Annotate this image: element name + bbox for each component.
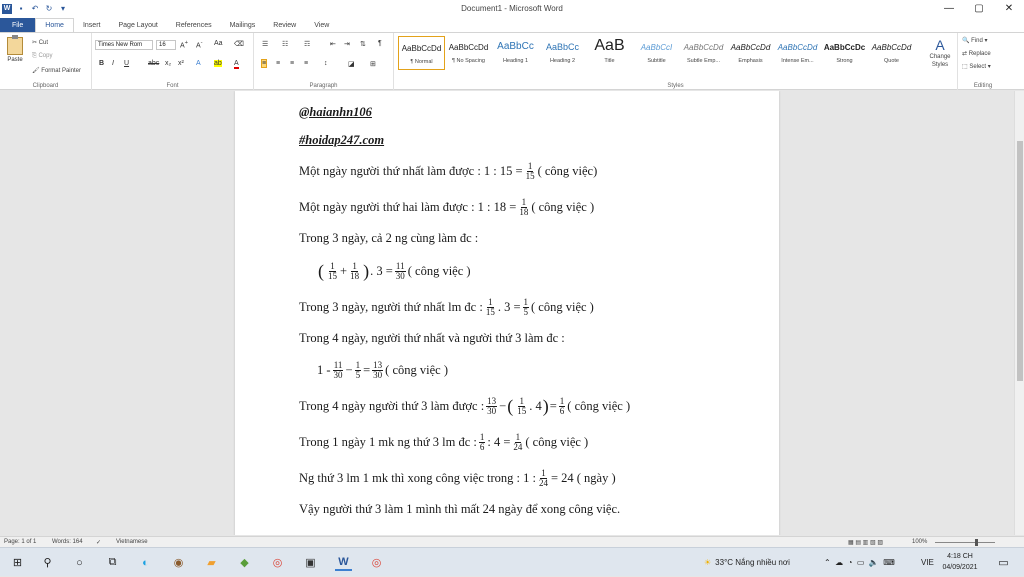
justify-icon[interactable]: ≡ — [304, 60, 309, 67]
fraction — [538, 469, 549, 488]
style-strong[interactable] — [821, 36, 868, 70]
paste-button[interactable] — [6, 37, 24, 65]
weather-text: 33°C Nắng nhiều nơi — [715, 558, 790, 567]
copy-button[interactable]: ⎘ Copy — [32, 53, 53, 59]
fraction — [395, 262, 406, 281]
numerator: 1 — [521, 196, 527, 207]
tab-page-layout[interactable]: Page Layout — [118, 21, 158, 29]
denominator: 18 — [350, 270, 360, 281]
numerator: 11 — [395, 260, 405, 271]
messenger-icon[interactable]: ▣ — [305, 557, 316, 569]
fraction — [516, 397, 527, 416]
font-size-box[interactable]: 16 — [156, 40, 176, 50]
hashtag-text: #hoidap247.com — [299, 132, 385, 147]
tab-insert[interactable]: Insert — [82, 21, 101, 29]
text-effects-icon[interactable]: A — [196, 60, 201, 67]
numerator: 1 — [523, 296, 529, 307]
strikethrough-icon[interactable]: abc — [148, 60, 160, 67]
paragraph-line-3: Trong 3 ngày, cả 2 ng cùng làm đc : — [299, 230, 479, 245]
proofing-icon[interactable]: ✓ — [96, 540, 102, 546]
style-sample: AaBbCcDc — [823, 43, 866, 52]
style-heading-1[interactable] — [492, 36, 539, 70]
close-paren: ) — [542, 396, 549, 416]
replace-label: Replace — [968, 51, 991, 57]
fraction — [512, 433, 523, 452]
cortana-icon[interactable]: ○ — [76, 556, 83, 569]
change-styles-label: Change Styles — [929, 54, 951, 68]
text-run: ( công việc ) — [531, 199, 595, 214]
bold-icon[interactable]: B — [99, 60, 105, 67]
denominator: 5 — [523, 306, 529, 317]
align-left-icon[interactable]: ≡ — [262, 60, 267, 67]
edge-icon[interactable]: ◐ — [142, 556, 149, 569]
text-run: + — [340, 263, 348, 278]
cut-label: Cut — [38, 40, 49, 46]
tab-view[interactable]: View — [314, 21, 330, 29]
vertical-scrollbar[interactable] — [1014, 91, 1024, 535]
task-view-icon[interactable]: ⧉ — [108, 556, 117, 568]
view-buttons[interactable]: ▦ ▤ ▥ ▧ ▨ — [848, 540, 884, 546]
fraction — [485, 298, 496, 317]
style-label: ¶ No Spacing — [452, 58, 485, 64]
font-name-box[interactable]: Times New Rom — [95, 40, 153, 50]
tray-icons[interactable]: ⌃ ☁ ◔ ▭ 🔈 ⌨ — [824, 558, 895, 567]
text-run: Ng thứ 3 lm 1 mk thì xong công việc trong : 1 : — [299, 470, 536, 485]
redo-icon[interactable]: ↻ — [45, 4, 53, 13]
font-group-label: Font — [166, 83, 179, 89]
select-button[interactable]: ⬚ Select ▾ — [962, 64, 991, 70]
format-painter-label: Format Painter — [41, 68, 81, 74]
style-sample: AaBbCcI — [640, 43, 673, 52]
clear-formatting-icon[interactable]: ⌫ — [234, 41, 244, 48]
fraction — [523, 298, 530, 317]
folder-icon[interactable]: ▰ — [207, 557, 216, 569]
change-styles-button[interactable] — [926, 37, 954, 69]
language-indicator[interactable]: Vietnamese — [116, 539, 148, 545]
numerator: 1 — [559, 395, 565, 406]
format-painter-button[interactable]: 🖌 Format Painter — [32, 68, 81, 74]
chrome-icon-2[interactable]: ◎ — [371, 557, 382, 569]
text-run: 1 - — [317, 362, 331, 377]
paragraph-line-1 — [299, 159, 597, 183]
text-run: = 24 ( ngày ) — [550, 470, 616, 485]
increase-indent-icon[interactable]: ⇥ — [344, 41, 350, 48]
word-count[interactable]: Words: 164 — [52, 539, 83, 545]
paragraph-line-2 — [299, 195, 594, 219]
bullets-icon[interactable]: ☰ — [262, 41, 269, 48]
font-group — [92, 33, 254, 90]
style-label: Quote — [884, 58, 899, 64]
multilevel-list-icon[interactable]: ☶ — [304, 41, 311, 48]
text-run: ( công việc ) — [407, 263, 471, 278]
fraction — [559, 397, 566, 416]
quick-access-toolbar — [0, 0, 72, 17]
numerator: 13 — [487, 395, 497, 406]
style-sample: AaBbCc — [545, 42, 580, 52]
denominator: 30 — [395, 270, 405, 281]
text-run: ( công việc ) — [531, 299, 594, 314]
style-label: Strong — [836, 58, 853, 64]
highlight-icon[interactable]: ab — [214, 60, 222, 67]
save-icon[interactable]: ▪ — [19, 4, 23, 13]
page-count[interactable]: Page: 1 of 1 — [4, 539, 37, 545]
clipboard-group — [0, 33, 92, 90]
replace-button[interactable]: ⇄ Replace — [962, 51, 991, 57]
text-run: Một ngày người thứ nhất làm được : 1 : 15 = — [299, 163, 523, 178]
underline-icon[interactable]: U — [124, 60, 130, 67]
paragraph-line-10 — [299, 466, 616, 490]
status-bar — [0, 536, 1024, 547]
text-run: ( công việc) — [537, 163, 598, 178]
shrink-font-icon[interactable]: A- — [196, 40, 203, 50]
minimize-button[interactable]: — — [944, 3, 954, 14]
input-language[interactable]: VIE — [921, 558, 934, 567]
denominator: 18 — [519, 206, 529, 217]
fraction — [327, 262, 338, 281]
numerator: 1 — [488, 296, 493, 307]
numbering-icon[interactable]: ☷ — [282, 41, 289, 48]
numerator: 1 — [355, 359, 361, 370]
denominator: 24 — [513, 441, 523, 452]
paragraph-line-7 — [317, 358, 448, 382]
style-subtle-emphasis[interactable] — [680, 36, 727, 70]
clipboard-group-label: Clipboard — [32, 83, 59, 89]
ribbon — [0, 32, 1024, 90]
denominator: 24 — [538, 477, 548, 488]
taskbar — [0, 547, 1024, 576]
text-run: . 3 = — [497, 299, 521, 314]
fraction — [479, 433, 486, 452]
app-stack-icon[interactable]: ◆ — [240, 557, 249, 569]
style-label: Intense Em... — [781, 58, 814, 64]
shading-icon[interactable]: ◪ — [348, 61, 355, 68]
document-page[interactable] — [235, 91, 779, 535]
tab-file[interactable]: File — [0, 18, 35, 32]
change-case-icon[interactable]: Aa — [214, 40, 223, 47]
fraction — [355, 361, 362, 380]
style-sample: AaBbCcDd — [683, 43, 724, 52]
open-paren: ( — [318, 261, 324, 281]
style-label: ¶ Normal — [410, 59, 433, 65]
sort-icon[interactable]: ⇅ — [360, 41, 366, 48]
line-spacing-icon[interactable]: ↕ — [324, 60, 328, 67]
clock-time: 4:18 CH — [947, 553, 973, 560]
styles-gallery — [398, 36, 915, 70]
weather-widget[interactable] — [704, 548, 790, 577]
denominator: 15 — [517, 405, 527, 416]
style-label: Emphasis — [738, 58, 763, 64]
clipboard-icon — [7, 37, 23, 55]
style-quote[interactable] — [868, 36, 915, 70]
style-sample: AaBbCcDd — [448, 43, 489, 52]
find-label: Find — [971, 38, 983, 44]
numerator: 1 — [352, 260, 357, 271]
tab-review[interactable]: Review — [273, 21, 297, 29]
style-title[interactable] — [586, 36, 633, 70]
text-run: : 4 = — [487, 434, 511, 449]
tab-references[interactable]: References — [175, 21, 212, 29]
text-run: = — [363, 362, 371, 377]
clock-date: 04/09/2021 — [942, 564, 978, 571]
denominator: 6 — [479, 441, 485, 452]
undo-icon[interactable]: ↶ — [31, 4, 39, 13]
scrollbar-thumb[interactable] — [1017, 141, 1023, 381]
denominator: 30 — [487, 405, 497, 416]
styles-group-label: Styles — [667, 83, 684, 89]
style-no-spacing[interactable] — [445, 36, 492, 70]
paragraph-line-6: Trong 4 ngày, người thứ nhất và người thứ 3 làm đc : — [299, 330, 565, 345]
text-run: ( công việc ) — [567, 398, 631, 413]
window-title: Document1 - Microsoft Word — [461, 4, 563, 13]
handle-text: @haianhn106 — [299, 104, 372, 119]
style-sample: AaBbCcDd — [401, 44, 442, 53]
text-run: . 3 = — [370, 263, 393, 278]
text-run: Một ngày người thứ hai làm được : 1 : 18 = — [299, 199, 517, 214]
denominator: 15 — [328, 270, 337, 281]
style-sample: AaBbCcDd — [730, 43, 771, 52]
copy-label: Copy — [38, 53, 53, 59]
paragraph-line-9 — [299, 430, 588, 454]
editing-group-label: Editing — [973, 83, 993, 89]
numerator: 1 — [541, 467, 546, 478]
text-run: Trong 1 ngày 1 mk ng thứ 3 lm đc : — [299, 434, 477, 449]
numerator: 1 — [527, 160, 533, 171]
style-label: Subtle Emp... — [686, 58, 721, 64]
fraction — [333, 361, 344, 380]
numerator: 1 — [330, 260, 335, 271]
style-heading-2[interactable] — [539, 36, 586, 70]
numerator: 13 — [373, 359, 383, 370]
denominator: 30 — [333, 369, 343, 380]
numerator: 1 — [515, 431, 521, 442]
chrome-icon[interactable]: ◎ — [272, 557, 283, 569]
text-run: ( công việc ) — [385, 362, 448, 377]
style-sample: AaBbCc — [497, 41, 534, 52]
title-bar — [0, 0, 1024, 17]
borders-icon[interactable]: ⊞ — [370, 61, 376, 68]
denominator: 15 — [485, 306, 495, 317]
style-label: Heading 1 — [502, 58, 529, 64]
fraction — [518, 198, 529, 217]
select-label: Select — [969, 64, 987, 70]
align-right-icon[interactable]: ≡ — [290, 60, 295, 67]
grow-font-icon[interactable]: A+ — [180, 40, 189, 50]
text-run: − — [499, 398, 507, 413]
numerator: 1 — [519, 395, 524, 406]
style-label: Subtitle — [647, 58, 666, 64]
search-icon[interactable]: ⚲ — [43, 557, 52, 569]
text-run: . 4 — [529, 398, 542, 413]
tab-mailings[interactable]: Mailings — [229, 21, 256, 29]
customize-qat-icon[interactable]: ▾ — [60, 4, 65, 13]
superscript-icon[interactable]: x² — [178, 60, 184, 67]
zoom-slider[interactable] — [935, 542, 995, 543]
text-run: Trong 4 ngày người thứ 3 làm được : — [299, 398, 485, 413]
denominator: 6 — [559, 405, 565, 416]
paste-label: Paste — [7, 57, 23, 63]
cut-button[interactable]: ✂ Cut — [32, 40, 49, 46]
align-center-icon[interactable]: ≡ — [276, 60, 281, 67]
denominator: 30 — [373, 369, 383, 380]
maximize-button[interactable]: ▢ — [974, 3, 984, 14]
paragraph-line-8 — [299, 394, 630, 418]
tab-home[interactable]: Home — [35, 18, 74, 32]
fraction — [486, 397, 497, 416]
app-icon[interactable]: ◉ — [173, 557, 184, 569]
close-paren: ) — [363, 261, 370, 281]
decrease-indent-icon[interactable]: ⇤ — [330, 41, 336, 48]
show-marks-icon[interactable]: ¶ — [378, 40, 382, 47]
style-sample: AaBbCcDd — [777, 43, 818, 52]
fraction — [372, 361, 383, 380]
clock[interactable] — [938, 551, 982, 573]
denominator: 5 — [355, 369, 361, 380]
fraction — [349, 262, 360, 281]
fraction — [525, 162, 536, 181]
paragraph-group — [254, 33, 394, 90]
notification-icon[interactable]: ▭ — [998, 557, 1009, 569]
italic-icon[interactable]: I — [112, 60, 114, 67]
zoom-knob[interactable] — [975, 539, 978, 546]
style-sample: AaB — [594, 37, 625, 54]
numerator: 11 — [333, 359, 343, 370]
paragraph-line-5 — [299, 295, 594, 319]
text-run: = — [549, 398, 557, 413]
style-label: Heading 2 — [549, 58, 576, 64]
paragraph-line-11: Vậy người thứ 3 làm 1 mình thì mất 24 ngày để xong công việc. — [299, 501, 621, 516]
sun-icon: ☀ — [704, 558, 712, 567]
change-styles-icon: A — [935, 37, 945, 53]
word-app-icon[interactable]: W — [3, 5, 11, 12]
open-paren: ( — [507, 396, 514, 416]
style-sample: AaBbCcDd — [871, 43, 912, 52]
style-emphasis[interactable] — [727, 36, 774, 70]
text-run: Trong 3 ngày, người thứ nhất lm đc : — [299, 299, 483, 314]
start-icon[interactable]: ⊞ — [12, 557, 23, 569]
text-run: ( công việc ) — [525, 434, 589, 449]
paragraph-group-label: Paragraph — [309, 83, 338, 89]
style-subtitle[interactable] — [633, 36, 680, 70]
style-normal[interactable] — [398, 36, 445, 70]
text-run: − — [345, 362, 353, 377]
numerator: 1 — [479, 431, 485, 442]
style-label: Title — [604, 58, 615, 64]
find-button[interactable]: 🔍 Find ▾ — [962, 38, 988, 44]
ribbon-tabs — [0, 17, 1024, 32]
document-area — [0, 91, 1014, 535]
editing-group — [958, 33, 1008, 90]
zoom-level[interactable]: 100% — [912, 539, 928, 545]
word-taskbar-icon[interactable]: W — [335, 554, 352, 571]
font-color-icon[interactable]: A — [234, 60, 239, 67]
style-intense-emphasis[interactable] — [774, 36, 821, 70]
close-button[interactable]: ✕ — [1004, 3, 1014, 14]
subscript-icon[interactable]: x₂ — [165, 60, 172, 67]
denominator: 15 — [525, 170, 535, 181]
paragraph-line-4 — [317, 259, 471, 283]
